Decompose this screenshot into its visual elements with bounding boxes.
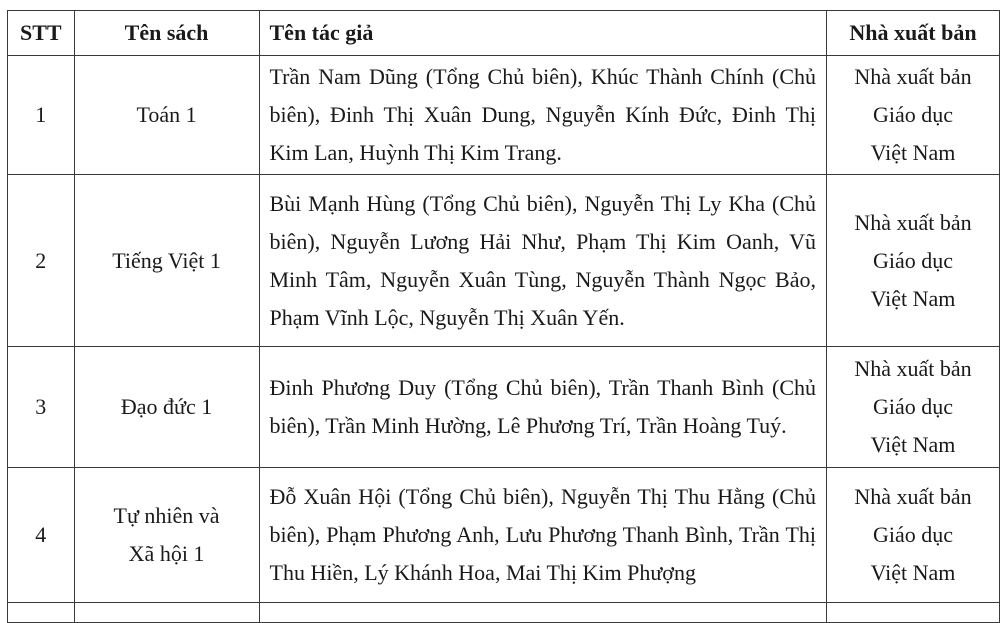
cell-book-title: Tiếng Việt 1 (74, 175, 259, 347)
cell-stt: 4 (8, 468, 75, 603)
publisher-line: Việt Nam (870, 140, 956, 165)
cell-publisher (827, 468, 1000, 603)
cell-publisher (827, 56, 1000, 175)
publisher-line: Giáo dục (872, 247, 954, 273)
publisher-line: Việt Nam (870, 432, 956, 457)
cell-book-title: Toán 1 (74, 56, 259, 175)
publisher-line: Nhà xuất bản (854, 356, 972, 381)
table-row (8, 175, 1000, 347)
publisher-line: Giáo dục (872, 522, 954, 547)
publisher-line: Giáo dục (872, 102, 954, 127)
cell-authors: Bùi Mạnh Hùng (Tổng Chủ biên), Nguyễn Thị Ly Kha (Chủ biên), Nguyễn Lương Hải Như, Phạm Thị Kim Oanh, Vũ Minh Tâm, Nguyễn Xuân Tùng, Nguyễn Thành Ngọc Bảo, Phạm Vĩnh Lộc, Nguyễn Thị Xuân Yến. (259, 175, 827, 347)
publisher-line: Việt Nam (870, 560, 956, 585)
header-authors: Tên tác giả (259, 11, 827, 56)
publisher-line: Việt Nam (870, 285, 956, 311)
table-row (8, 56, 1000, 175)
cell-stt: 3 (8, 347, 75, 468)
table-row (8, 468, 1000, 603)
publisher-line: Nhà xuất bản (854, 484, 972, 509)
cell-authors: Trần Nam Dũng (Tổng Chủ biên), Khúc Thành Chính (Chủ biên), Đinh Thị Xuân Dung, Nguyễn Kính Đức, Đinh Thị Kim Lan, Huỳnh Thị Kim Trang. (259, 56, 827, 175)
table-row (8, 347, 1000, 468)
cell-stt: 2 (8, 175, 75, 347)
table-header-row (8, 11, 1000, 56)
book-title-line: Tự nhiên và (113, 503, 220, 528)
header-publisher: Nhà xuất bản (827, 11, 1000, 56)
cell-authors: Đỗ Xuân Hội (Tổng Chủ biên), Nguyễn Thị Thu Hằng (Chủ biên), Phạm Phương Anh, Lưu Phương Thanh Bình, Trần Thị Thu Hiền, Lý Khánh Hoa, Mai Thị Kim Phượng (259, 468, 827, 603)
cell-publisher (827, 347, 1000, 468)
header-book-title: Tên sách (74, 11, 259, 56)
cell-stt: 1 (8, 56, 75, 175)
publisher-line: Nhà xuất bản (854, 209, 972, 235)
cell-publisher (827, 175, 1000, 347)
publisher-line: Giáo dục (872, 394, 954, 419)
cell-authors: Đinh Phương Duy (Tổng Chủ biên), Trần Thanh Bình (Chủ biên), Trần Minh Hường, Lê Phương Trí, Trần Hoàng Tuý. (259, 347, 827, 468)
publisher-line: Nhà xuất bản (854, 64, 972, 89)
cell-book-title (74, 468, 259, 603)
textbook-table (7, 10, 1000, 623)
book-title-line: Xã hội 1 (128, 541, 205, 566)
cell-book-title: Đạo đức 1 (74, 347, 259, 468)
header-stt: STT (8, 11, 75, 56)
